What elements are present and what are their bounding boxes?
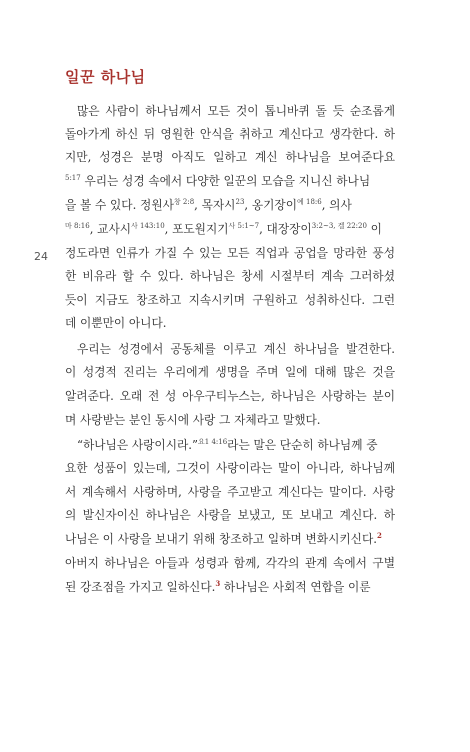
scripture-reference: 예 18:6 [297,198,322,207]
text-line: 을 볼 수 있다. 정원사$^{창 2:8}$, 목자시$^{23}$, 옹기장이$^{예 18:6}$, 의사 [65,198,352,212]
footnote-marker[interactable]: 3 [215,579,221,589]
section-heading: 일꾼 하나님 [65,68,146,86]
scripture-reference: 마 8:16 [65,222,90,231]
text-line: $^{5:17}$ 우리는 성경 속에서 다양한 일꾼의 모습을 지니신 하나님 [65,174,371,188]
text-line: 요한 성품이 있는데, 그것이 사랑이라는 말이 아니라, 하나님께 [65,461,395,475]
scripture-reference: 3:2~3, 겔 22:20 [311,222,367,231]
text-line: 데 이뿐만이 아니다. [65,316,167,330]
scripture-reference: 23 [235,198,245,207]
scripture-reference: 창 2:8 [173,198,195,207]
text-line: $^{마 8:16}$, 교사시$^{사 143:10}$, 포도원지기$^{사 5:1\sim 7}$, 대장장이$^{3:2\sim 3, 겔 22:20}$ 이 [65,222,382,236]
text-line: 한 비유라 할 수 있다. 하나님은 창세 시절부터 계속 그러하셨 [65,269,395,283]
text-line: 듯이 지금도 창조하고 지속시키며 구원하고 성취하신다. 그런 [65,293,395,307]
scripture-reference: 사 5:1~7 [228,222,260,231]
text-line: 된 강조점을 가지고 일하신다.$^3$ 하나님은 사회적 연합을 이룬 [65,579,371,594]
text-line: 며 사랑받는 분인 동시에 사랑 그 자체라고 말했다. [65,413,321,427]
scripture-reference: 5:17 [65,174,81,183]
text-line: 지만, 성경은 분명 아직도 일하고 계신 하나님을 보여준다요 [65,150,395,164]
text-line: 서 계속해서 사랑하며, 사랑을 주고받고 계신다는 말이다. 사랑 [65,485,395,499]
text-line: 정도라면 인류가 가질 수 있는 모든 직업과 공업을 망라한 풍성 [65,246,395,260]
text-line: 많은 사람이 하나님께서 모든 것이 톱니바퀴 돌 듯 순조롭게 [77,104,395,118]
scripture-reference: 요1 4:16 [198,438,228,447]
page-number: 24 [34,250,48,263]
scripture-reference: 사 143:10 [131,222,165,231]
text-line: 알려준다. 오래 전 성 아우구티누스는, 하나님은 사랑하는 분이 [65,389,395,403]
text-line: 우리는 성경에서 공동체를 이루고 계신 하나님을 발견한다. [77,342,395,356]
footnote-marker[interactable]: 2 [376,531,382,541]
text-line: 의 발신자이신 하나님은 사랑을 보냈고, 또 보내고 계신다. 하 [65,508,395,522]
text-line: 아버지 하나님은 아들과 성령과 함께, 각각의 관계 속에서 구별 [65,556,395,570]
text-line: 이 성경적 진리는 우리에게 생명을 주며 일에 대해 많은 것을 [65,365,395,379]
text-line: 나님은 이 사랑을 보내기 위해 창조하고 일하며 변화시키신다.$^2$ [65,531,382,546]
text-line: “하나님은 사랑이시라.”$^{요1 4:16}$라는 말은 단순히 하나님께 중 [77,438,378,452]
text-line: 돌아가게 하신 뒤 영원한 안식을 취하고 계신다고 생각한다. 하 [65,127,395,141]
